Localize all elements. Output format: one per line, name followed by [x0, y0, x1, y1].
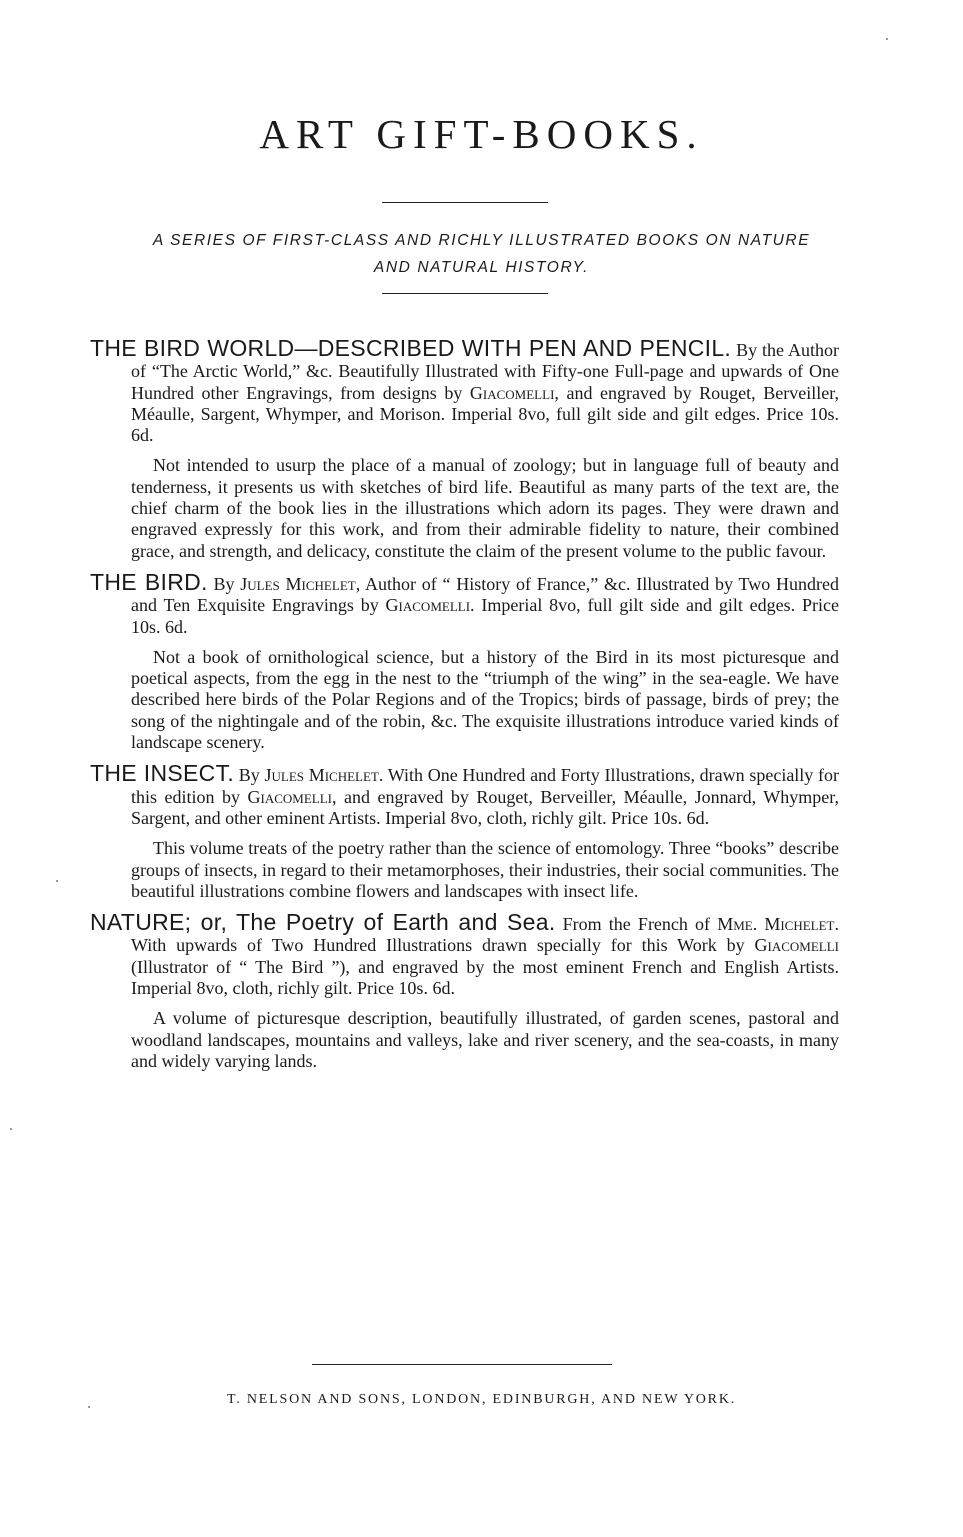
book-entry-nature	[90, 909, 839, 1072]
author-name: Jules Michelet	[240, 573, 356, 594]
book-entry-the-insect	[90, 760, 840, 902]
divider-top	[382, 202, 548, 203]
paper-speck	[10, 1128, 12, 1130]
series-subtitle	[100, 227, 863, 281]
book-title: THE BIRD.	[90, 568, 208, 595]
book-details-text: , and engraved by Rouget, Berveiller, Méaulle, Sargent, Whymper, and Morison. Imperial 8vo, full gilt side and gilt edges. Price 10s. 6d.	[131, 382, 839, 446]
book-list	[90, 335, 840, 1082]
subtitle-line-2: AND NATURAL HISTORY.	[373, 259, 590, 276]
book-description: A volume of picturesque description, beautifully illustrated, of garden scenes, pastoral and woodland landscapes, mountains and valleys, lake and river scenery, and the sea-coasts, in many and widely varying lands.	[131, 1008, 839, 1071]
book-details-text: By	[234, 765, 265, 786]
book-details-text: From the French of	[555, 914, 718, 935]
book-details	[90, 909, 839, 999]
book-title: THE BIRD WORLD—DESCRIBED WITH PEN AND PENCIL.	[90, 335, 732, 361]
book-title: THE INSECT.	[90, 760, 235, 787]
book-details-text: By	[207, 573, 241, 594]
book-details-text: , and engraved by Rouget, Berveiller, Méaulle, Jonnard, Whymper, Sargent, and other eminent Artists. Imperial 8vo, cloth, richly gilt. Price 10s. 6d.	[131, 786, 839, 828]
book-details	[90, 335, 839, 446]
book-title: NATURE; or, The Poetry of Earth and Sea.	[90, 909, 556, 936]
artist-name: Giacomelli	[754, 935, 839, 956]
book-details-text: . With One Hundred and Forty Illustrations, drawn specially for this edition by	[131, 765, 839, 807]
book-entry-bird-world	[90, 335, 839, 562]
divider-bottom	[312, 1364, 612, 1365]
page-title: ART GIFT-BOOKS.	[259, 111, 704, 157]
book-details-text: . Imperial 8vo, full gilt side and gilt edges. Price 10s. 6d.	[131, 595, 839, 637]
artist-name: Giacomelli	[469, 382, 555, 403]
paper-speck	[56, 880, 58, 882]
book-details-text: By the Author of “The Arctic World,” &c. Beautifully Illustrated with Fifty-one Full-page and upwards of One Hundred other Engravings, from designs by	[131, 340, 839, 403]
artist-name: Giacomelli	[385, 595, 471, 616]
book-description: Not intended to usurp the place of a manual of zoology; but in language full of beauty and tenderness, it presents us with sketches of bird life. Beautiful as many parts of the text are, the chief charm of the book lies in the illustrations which adorn its pages. They were drawn and engraved expressly for this work, and from their admirable fidelity to nature, their combined grace, and strength, and delicacy, constitute the claim of the present volume to the public favour.	[131, 455, 839, 561]
book-details	[90, 568, 839, 638]
divider-middle	[382, 293, 548, 294]
artist-name: Giacomelli	[247, 786, 332, 807]
author-name: Jules Michelet	[264, 765, 379, 786]
book-details	[90, 760, 839, 829]
book-entry-the-bird	[90, 568, 839, 753]
subtitle-line-1: A SERIES OF FIRST-CLASS AND RICHLY ILLUSTRATED BOOKS ON NATURE	[152, 232, 811, 249]
paper-speck	[88, 1406, 90, 1408]
book-details-text: . With upwards of Two Hundred Illustrations drawn specially for this Work by	[131, 914, 839, 956]
book-description: This volume treats of the poetry rather than the science of entomology. Three “books” describe groups of insects, in regard to their metamorphoses, their industries, their social communities. The beautiful illustrations combine flowers and landscapes with insect life.	[131, 838, 840, 901]
book-details-text: , Author of “ History of France,” &c. Illustrated by Two Hundred and Ten Exquisite Engravings by	[131, 573, 839, 616]
book-details-text: (Illustrator of “ The Bird ”), and engraved by the most eminent French and English Artists. Imperial 8vo, cloth, richly gilt. Price 10s. 6d.	[131, 956, 839, 999]
author-name: Mme. Michelet	[717, 914, 835, 935]
publisher-imprint: T. NELSON AND SONS, LONDON, EDINBURGH, AND NEW YORK.	[226, 1392, 737, 1407]
book-description: Not a book of ornithological science, but a history of the Bird in its most picturesque and poetical aspects, from the egg in the nest to the “triumph of the wing” in the sea-eagle. We have described here birds of the Polar Regions and of the Tropics; birds of passage, birds of prey; the song of the nightingale and of the robin, &c. The exquisite illustrations introduce varied kinds of landscape scenery.	[131, 646, 839, 753]
paper-speck	[886, 38, 888, 40]
